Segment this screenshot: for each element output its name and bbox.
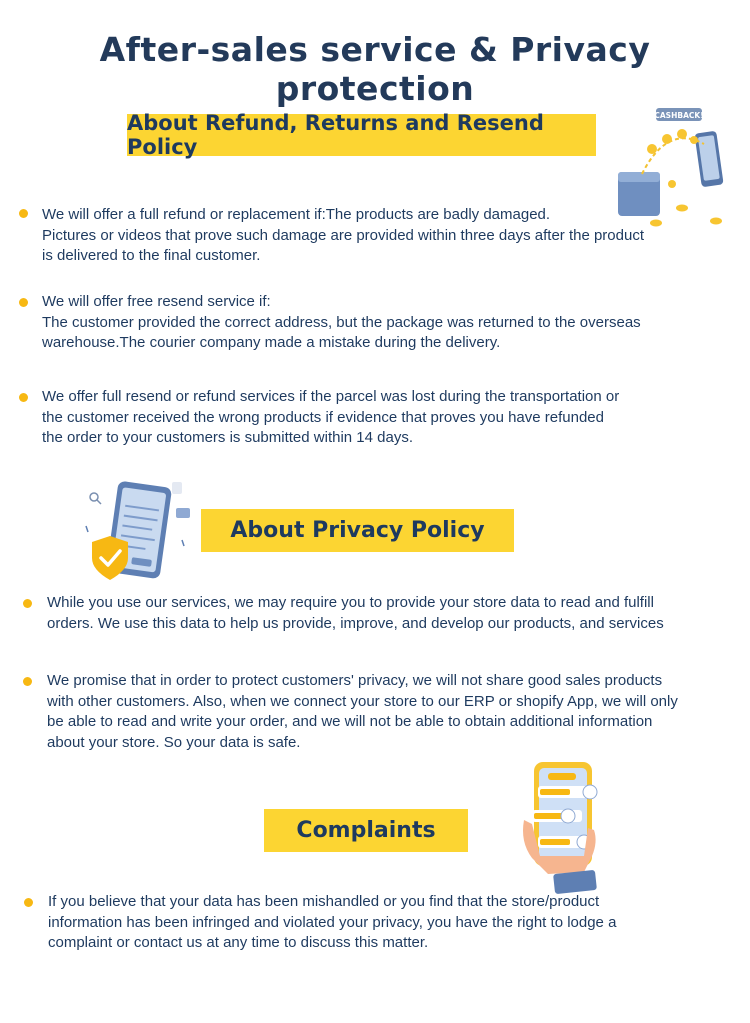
privacy-item-1: [47, 593, 664, 634]
refund-item-2-line-2: The customer provided the correct address, but the package was returned to the overseas: [42, 313, 641, 331]
refund-item-2: [42, 292, 641, 354]
refund-item-3: [42, 387, 619, 449]
privacy-policy-heading: About Privacy Policy: [201, 509, 514, 552]
cashback-label: CASHBACK!: [654, 111, 704, 120]
complaints-item-1: [48, 892, 616, 954]
privacy-shield-phone-icon: [72, 470, 208, 588]
refund-item-1-line-3: is delivered to the final customer.: [42, 247, 261, 264]
refund-item-1-line-1: We will offer a full refund or replacement if:The products are badly damaged.: [42, 206, 551, 223]
privacy-item-1-line-1: While you use our services, we may require you to provide your store data to read and fulfill: [47, 594, 654, 611]
bullet-icon: [19, 298, 28, 307]
refund-item-1: [42, 205, 644, 267]
privacy-item-2-line-2: with other customers. Also, when we connect your store to our ERP or shopify App, we will only: [47, 692, 678, 710]
bullet-icon: [24, 898, 33, 907]
bullet-icon: [19, 393, 28, 402]
bullet-icon: [19, 209, 28, 218]
refund-policy-heading: About Refund, Returns and Resend Policy: [127, 114, 596, 156]
privacy-item-2-line-3: be able to read and write your order, and we will not be able to obtain additional information: [47, 713, 653, 730]
refund-item-3-line-1: We offer full resend or refund services if the parcel was lost during the transportation or: [42, 388, 620, 405]
privacy-item-1-line-2: orders. We use this data to help us provide, improve, and develop our products, and services: [47, 614, 664, 632]
refund-item-1-line-2: Pictures or videos that prove such damage are provided within three days after the product: [42, 226, 644, 244]
refund-item-2-line-1: We will offer free resend service if:: [42, 293, 271, 310]
refund-item-3-line-3: the order to your customers is submitted within 14 days.: [42, 429, 414, 446]
privacy-item-2: [47, 671, 678, 753]
complaints-item-1-line-3: complaint or contact us at any time to discuss this matter.: [48, 934, 429, 951]
privacy-item-2-line-1: We promise that in order to protect customers' privacy, we will not share good sales products: [47, 672, 663, 689]
complaints-item-1-line-1: If you believe that your data has been mishandled or you find that the store/product: [48, 893, 600, 910]
bullet-icon: [23, 599, 32, 608]
privacy-item-2-line-4: about your store. So your data is safe.: [47, 733, 301, 751]
page-title: After-sales service & Privacy protection: [99, 30, 651, 108]
refund-item-3-line-2: the customer received the wrong products if evidence that proves you have refunded: [42, 408, 604, 426]
bullet-icon: [23, 677, 32, 686]
refund-item-2-line-3: warehouse.The courier company made a mistake during the delivery.: [42, 334, 501, 351]
complaints-heading: Complaints: [264, 809, 468, 852]
rating-phone-hand-icon: [518, 758, 610, 896]
complaints-item-1-line-2: information has been infringed and violated your privacy, you have the right to lodge a: [48, 913, 617, 931]
